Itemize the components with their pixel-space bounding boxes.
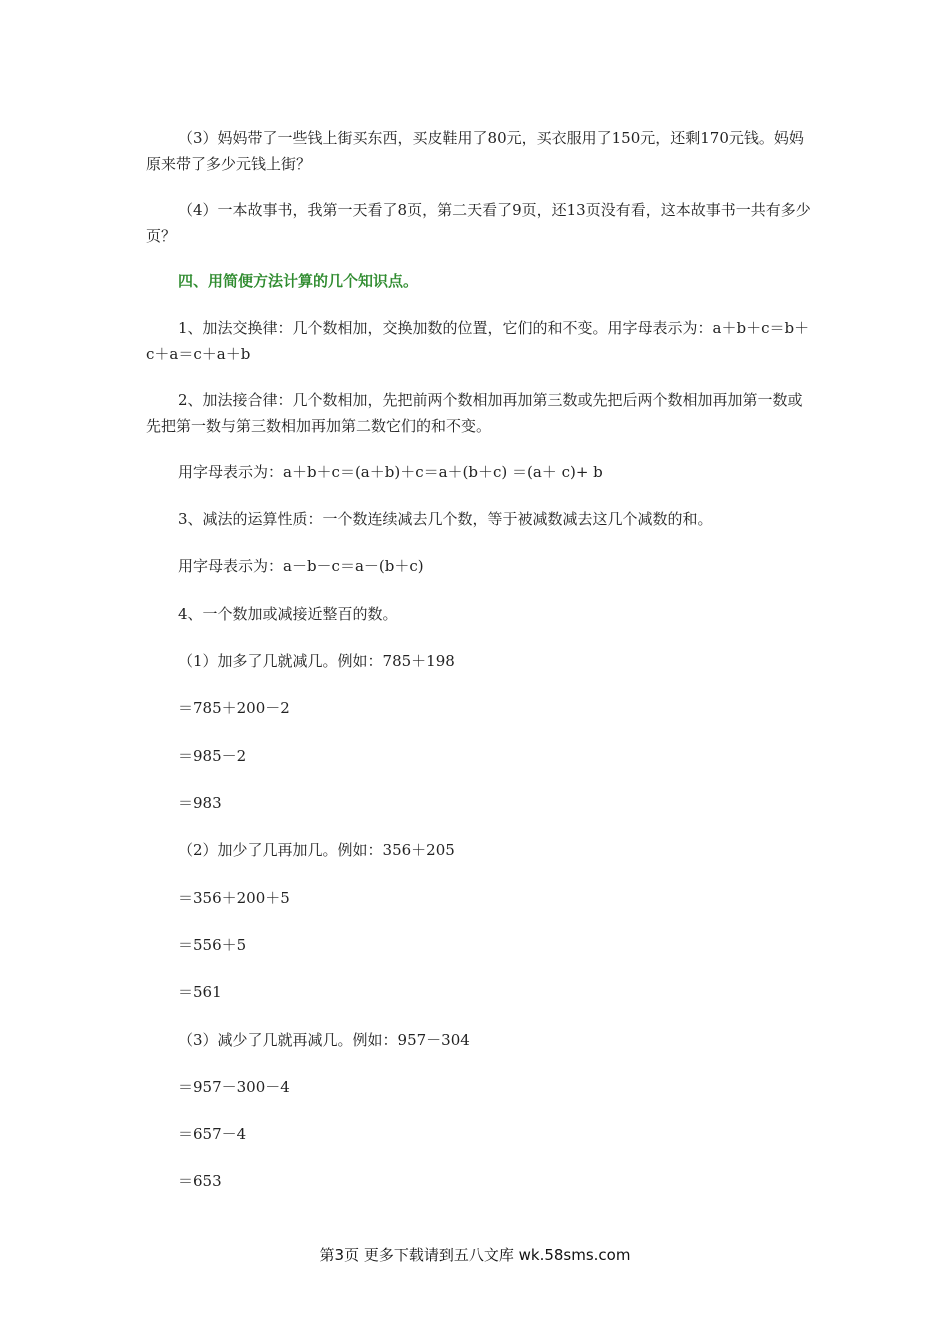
problem-4: （4）一本故事书，我第一天看了8页，第二天看了9页，还13页没有看，这本故事书一共有多少页？ <box>146 201 811 245</box>
case-3-step: ＝957－300－4 <box>178 1078 290 1096</box>
rule-associative: 2、加法接合律：几个数相加，先把前两个数相加再加第三数或先把后两个数相加再加第一数或先把第一数与第三数相加再加第二数它们的和不变。 <box>146 391 803 435</box>
rule-associative-formula: 用字母表示为：a＋b＋c＝(a＋b)＋c＝a＋(b＋c) ＝(a＋ c)+ b <box>178 463 603 481</box>
page-footer: 第3页 更多下载请到五八文库 wk.58sms.com <box>319 1246 631 1264</box>
rule-near-hundred: 4、一个数加或减接近整百的数。 <box>178 605 398 623</box>
case-3-step: ＝653 <box>178 1172 222 1190</box>
case-1-title: （1）加多了几就减几。例如：785＋198 <box>178 652 455 670</box>
section-heading: 四、用简便方法计算的几个知识点。 <box>178 272 419 290</box>
case-2-title: （2）加少了几再加几。例如：356＋205 <box>178 841 455 859</box>
case-1-step: ＝785＋200－2 <box>178 699 290 717</box>
case-3-title: （3）减少了几就再减几。例如：957－304 <box>178 1031 470 1049</box>
rule-subtraction: 3、减法的运算性质：一个数连续减去几个数，等于被减数减去这几个减数的和。 <box>178 510 713 528</box>
case-3-step: ＝657－4 <box>178 1125 247 1143</box>
problem-3: （3）妈妈带了一些钱上街买东西，买皮鞋用了80元，买衣服用了150元，还剩170元钱。妈妈原来带了多少元钱上街？ <box>146 129 804 173</box>
case-2-step: ＝561 <box>178 983 222 1001</box>
case-1-step: ＝985－2 <box>178 747 247 765</box>
case-2-step: ＝556＋5 <box>178 936 247 954</box>
rule-subtraction-formula: 用字母表示为：a－b－c＝a－(b＋c) <box>178 557 424 575</box>
case-2-step: ＝356＋200＋5 <box>178 889 290 907</box>
case-1-step: ＝983 <box>178 794 222 812</box>
rule-commutative: 1、加法交换律：几个数相加，交换加数的位置，它们的和不变。用字母表示为：a＋b＋c＝b＋c＋a＝c＋a＋b <box>146 319 810 363</box>
